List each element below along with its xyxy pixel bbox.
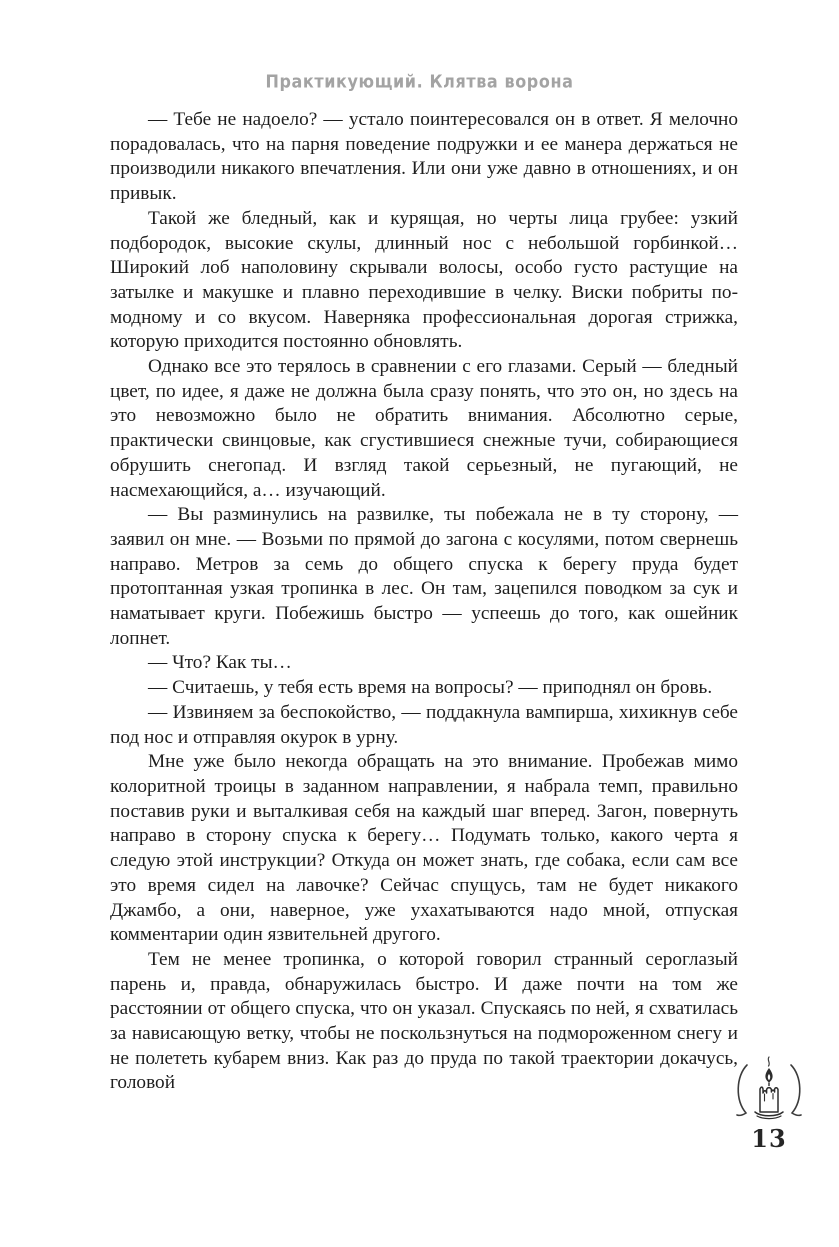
candle-icon bbox=[726, 1056, 812, 1122]
text-block bbox=[110, 108, 738, 1096]
running-header-title: Практикующий. Клятва ворона bbox=[265, 70, 574, 93]
paragraph: — Извиняем за беспокойство, — поддакнула вампирша, хихикнув себе под нос и отправляя окурок в урну. bbox=[110, 701, 738, 748]
paragraph: — Считаешь, у тебя есть время на вопросы? — приподнял он бровь. bbox=[148, 677, 713, 699]
page-number: 13 bbox=[751, 1124, 787, 1153]
paragraph: — Что? Как ты… bbox=[148, 652, 292, 674]
page-footer-ornament bbox=[726, 1056, 812, 1153]
paragraph: Тем не менее тропинка, о которой говорил странный сероглазый парень и, правда, обнаружилась быстро. И даже почти на том же расстоянии от общего спуска, что он указал. Спускаясь по ней, я схватилась за нависающую ветку, чтобы не поскользнуться на подмороженном снегу и не полететь кубарем вниз. Как раз до пруда по такой траектории докачусь, головой bbox=[110, 948, 738, 1094]
paragraph: Такой же бледный, как и курящая, но черты лица грубее: узкий подбородок, высокие скулы, длинный нос с небольшой горбинкой… Широкий лоб наполовину скрывали волосы, особо густо растущие на затылке и макушке и плавно переходившие в челку. Виски побриты по-модному и со вкусом. Наверняка профессиональная дорогая стрижка, которую приходится постоянно обновлять. bbox=[110, 207, 738, 353]
paragraph: Мне уже было некогда обращать на это внимание. Пробежав мимо колоритной троицы в заданном направлении, я набрала темп, правильно поставив руки и выталкивая себя на каждый шаг вперед. Загон, повернуть направо в сторону спуска к берегу… Подумать только, какого черта я следую этой инструкции? Откуда он может знать, где собака, если сам все это время сидел на лавочке? Сейчас спущусь, там не будет никакого Джамбо, а они, наверное, уже ухахатываются надо мной, отпуская комментарии один язвительней другого. bbox=[110, 751, 738, 946]
paragraph: — Тебе не надоело? — устало поинтересовался он в ответ. Я мелочно порадовалась, что на парня поведение подружки и ее манера держаться не производили никакого впечатления. Или они уже давно в отношениях, и он привык. bbox=[110, 109, 738, 205]
paragraph: Однако все это терялось в сравнении с его глазами. Серый — бледный цвет, по идее, я даже не должна была сразу понять, что это он, но здесь на это невозможно было не обратить внимания. Абсолютно серые, практически свинцовые, как сгустившиеся снежные тучи, собирающиеся обрушить снегопад. И взгляд такой серьезный, не пугающий, не насмехающийся, а… изучающий. bbox=[110, 356, 738, 501]
paragraph: — Вы разминулись на развилке, ты побежала не в ту сторону, — заявил он мне. — Возьми по прямой до загона с косулями, потом свернешь направо. Метров за семь до общего спуска к берегу пруда будет протоптанная узкая тропинка в лес. Он там, зацепился поводком за сук и наматывает круги. Побежишь быстро — успеешь до того, как ошейник лопнет. bbox=[110, 504, 738, 649]
